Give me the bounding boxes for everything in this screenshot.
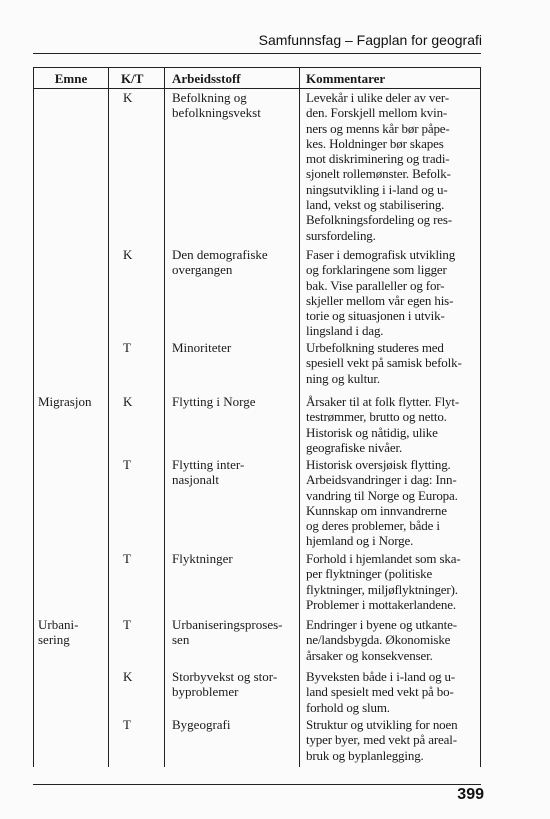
cell-line: K bbox=[123, 394, 133, 409]
column-border bbox=[33, 67, 34, 767]
cell-line: bak. Vise paralleller og for- bbox=[306, 277, 445, 293]
cell-line: Levekår i ulike deler av ver- bbox=[306, 90, 450, 105]
cell-line: flyktninger, miljøflyktninger). bbox=[306, 581, 458, 597]
cell-line: Problemer i mottakerlandene. bbox=[306, 596, 456, 612]
cell-line: geografiske nivåer. bbox=[306, 439, 403, 455]
cell-line: Historisk oversjøisk flytting. bbox=[306, 457, 451, 472]
cell-line: den. Forskjell mellom kvin- bbox=[306, 105, 448, 121]
cell-line: sjonelt rollemønster. Befolk- bbox=[306, 166, 451, 182]
cell-line: testrømmer, brutto og netto. bbox=[306, 409, 447, 425]
cell-line: per flyktninger (politiske bbox=[306, 566, 433, 582]
running-head: Samfunnsfag – Fagplan for geografi bbox=[258, 32, 482, 48]
cell-line: K bbox=[123, 247, 133, 262]
column-border bbox=[164, 67, 165, 767]
cell-line: lingsland i dag. bbox=[306, 323, 384, 339]
cell-line: K bbox=[123, 669, 133, 684]
cell-line: årsaker og konsekvenser. bbox=[306, 647, 433, 663]
cell-line: og forklaringene som ligger bbox=[306, 262, 447, 278]
cell-kt bbox=[123, 394, 132, 409]
curriculum-table bbox=[33, 67, 481, 767]
footer-rule bbox=[33, 784, 481, 785]
cell-kt bbox=[123, 717, 131, 732]
cell-line: T bbox=[123, 551, 131, 566]
cell-arbeidsstoff bbox=[172, 340, 304, 355]
cell-line: Faser i demografisk utvikling bbox=[306, 247, 456, 262]
cell-arbeidsstoff bbox=[172, 669, 304, 700]
cell-line: Historisk og nåtidig, ulike bbox=[306, 424, 438, 440]
cell-arbeidsstoff bbox=[172, 457, 304, 488]
cell-kt bbox=[123, 90, 132, 105]
cell-line: land, vekst og stabilisering. bbox=[306, 197, 445, 213]
header-kt: K/T bbox=[121, 71, 144, 86]
cell-kommentarer bbox=[306, 669, 481, 715]
cell-kt bbox=[123, 551, 131, 566]
cell-line: T bbox=[123, 617, 131, 632]
cell-line: ne/landsbygda. Økonomiske bbox=[306, 632, 451, 648]
table-top-border bbox=[33, 67, 481, 68]
cell-line: ningsutvikling i i-land og u- bbox=[306, 181, 448, 197]
cell-line: og deres problemer, både i bbox=[306, 518, 440, 534]
cell-line: Bygeografi bbox=[172, 717, 231, 732]
header-kommentarer: Kommentarer bbox=[306, 71, 386, 86]
cell-line: sen bbox=[172, 632, 190, 648]
cell-line: Flytting i Norge bbox=[172, 394, 256, 409]
cell-line: K bbox=[123, 90, 133, 105]
cell-line: Storbyvekst og stor- bbox=[172, 669, 278, 684]
cell-line: byproblemer bbox=[172, 684, 239, 700]
cell-line: Befolkning og bbox=[172, 90, 247, 105]
cell-kommentarer bbox=[306, 340, 481, 386]
cell-line: ning og kultur. bbox=[306, 370, 380, 386]
cell-line: skjeller mellom vår egen his- bbox=[306, 292, 454, 308]
cell-arbeidsstoff bbox=[172, 551, 304, 566]
cell-arbeidsstoff bbox=[172, 617, 304, 648]
cell-line: befolkningsvekst bbox=[172, 105, 261, 121]
cell-line: land spesielt med vekt på bo- bbox=[306, 684, 454, 700]
cell-kommentarer bbox=[306, 90, 481, 243]
cell-line: vandring til Norge og Europa. bbox=[306, 487, 458, 503]
cell-line: Migrasjon bbox=[38, 394, 92, 409]
cell-line: torie og situasjonen i utvik- bbox=[306, 308, 445, 324]
cell-kommentarer bbox=[306, 551, 481, 612]
page-number: 399 bbox=[457, 786, 484, 803]
cell-kt bbox=[123, 669, 132, 684]
cell-line: hjemland og i Norge. bbox=[306, 533, 414, 549]
cell-line: sering bbox=[38, 632, 70, 648]
cell-kt bbox=[123, 457, 131, 472]
cell-kommentarer bbox=[306, 717, 481, 763]
cell-line: Urbani- bbox=[38, 617, 79, 632]
cell-line: overgangen bbox=[172, 262, 233, 278]
cell-line: Årsaker til at folk flytter. Flyt- bbox=[306, 394, 460, 409]
column-border bbox=[299, 67, 300, 767]
cell-line: Forhold i hjemlandet som ska- bbox=[306, 551, 461, 566]
cell-line: Byveksten både i i-land og u- bbox=[306, 669, 456, 684]
cell-line: T bbox=[123, 340, 131, 355]
cell-line: Arbeidsvandringer i dag: Inn- bbox=[306, 472, 457, 488]
cell-line: ners og menns kår bør påpe- bbox=[306, 120, 450, 136]
cell-kommentarer bbox=[306, 617, 481, 663]
cell-line: typer byer, med vekt på areal- bbox=[306, 732, 457, 748]
cell-line: Flyktninger bbox=[172, 551, 233, 566]
header-rule bbox=[33, 53, 481, 54]
cell-kt bbox=[123, 247, 132, 262]
cell-line: Kunnskap om innvandrerne bbox=[306, 502, 447, 518]
cell-kt bbox=[123, 617, 131, 632]
cell-line: Urbefolkning studeres med bbox=[306, 340, 444, 355]
cell-kt bbox=[123, 340, 131, 355]
cell-line: Endringer i byene og utkante- bbox=[306, 617, 457, 632]
cell-line: bruk og byplanlegging. bbox=[306, 747, 424, 763]
cell-line: Struktur og utvikling for noen bbox=[306, 717, 458, 732]
cell-line: Flytting inter- bbox=[172, 457, 245, 472]
cell-line: sursfordeling. bbox=[306, 227, 376, 243]
cell-line: mot diskriminering og tradi- bbox=[306, 151, 450, 167]
cell-kommentarer bbox=[306, 457, 481, 549]
cell-line: spesiell vekt på samisk befolk- bbox=[306, 355, 462, 371]
column-border bbox=[108, 67, 109, 767]
cell-arbeidsstoff bbox=[172, 394, 304, 409]
cell-line: T bbox=[123, 717, 131, 732]
cell-line: Urbaniseringsproses- bbox=[172, 617, 283, 632]
cell-line: Den demografiske bbox=[172, 247, 268, 262]
cell-line: T bbox=[123, 457, 131, 472]
cell-line: kes. Holdninger bør skapes bbox=[306, 135, 444, 151]
cell-arbeidsstoff bbox=[172, 717, 304, 732]
cell-line: forhold og slum. bbox=[306, 699, 390, 715]
cell-line: nasjonalt bbox=[172, 472, 219, 488]
cell-line: Minoriteter bbox=[172, 340, 232, 355]
cell-arbeidsstoff bbox=[172, 90, 304, 121]
cell-kommentarer bbox=[306, 247, 481, 339]
cell-line: Befolkningsfordeling og res- bbox=[306, 212, 452, 228]
table-header-rule bbox=[33, 88, 481, 89]
header-arbeidsstoff: Arbeidsstoff bbox=[172, 71, 241, 86]
cell-emne bbox=[38, 394, 91, 409]
cell-emne bbox=[38, 617, 78, 648]
header-emne: Emne bbox=[54, 71, 88, 86]
cell-arbeidsstoff bbox=[172, 247, 304, 278]
cell-kommentarer bbox=[306, 394, 481, 455]
